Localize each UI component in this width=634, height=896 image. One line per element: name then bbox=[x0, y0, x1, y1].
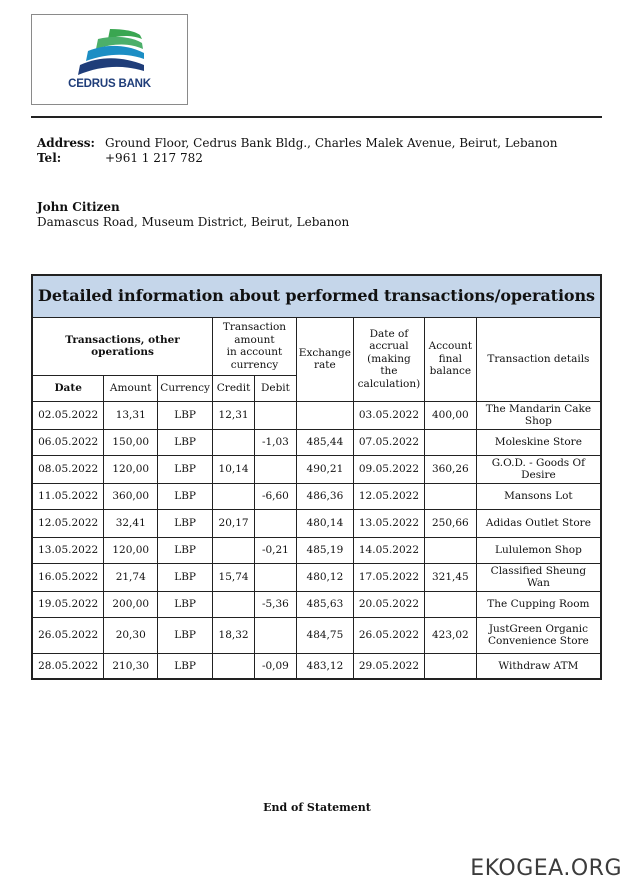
table-row bbox=[32, 455, 601, 483]
accrual-date-cell: 14.05.2022 bbox=[353, 537, 424, 563]
header-transactions: Transactions, other operations bbox=[32, 317, 213, 375]
credit-cell bbox=[213, 591, 255, 617]
details-cell: G.O.D. - Goods Of Desire bbox=[476, 455, 601, 483]
date-cell: 19.05.2022 bbox=[32, 591, 104, 617]
currency-cell: LBP bbox=[158, 401, 213, 429]
customer-block bbox=[37, 200, 349, 230]
accrual-date-cell: 26.05.2022 bbox=[353, 617, 424, 653]
accrual-date-cell: 17.05.2022 bbox=[353, 563, 424, 591]
watermark: EKOGEA.ORG bbox=[470, 856, 622, 881]
balance-cell bbox=[424, 429, 476, 455]
header-credit: Credit bbox=[213, 375, 255, 401]
amount-cell: 32,41 bbox=[104, 509, 158, 537]
transactions-table bbox=[31, 274, 602, 680]
header-amount: Amount bbox=[104, 375, 158, 401]
exchange-rate-cell: 483,12 bbox=[296, 653, 353, 679]
amount-cell: 210,30 bbox=[104, 653, 158, 679]
cedrus-wave-icon bbox=[72, 25, 152, 81]
debit-cell: -5,36 bbox=[255, 591, 297, 617]
debit-cell bbox=[255, 401, 297, 429]
table-row bbox=[32, 563, 601, 591]
amount-cell: 20,30 bbox=[104, 617, 158, 653]
accrual-date-cell: 13.05.2022 bbox=[353, 509, 424, 537]
bank-name: CEDRUS BANK bbox=[68, 78, 151, 90]
balance-cell bbox=[424, 537, 476, 563]
balance-cell bbox=[424, 591, 476, 617]
currency-cell: LBP bbox=[158, 429, 213, 455]
table-row bbox=[32, 401, 601, 429]
credit-cell bbox=[213, 537, 255, 563]
bank-logo bbox=[31, 14, 188, 105]
amount-cell: 200,00 bbox=[104, 591, 158, 617]
details-cell: JustGreen Organic Convenience Store bbox=[476, 617, 601, 653]
date-cell: 26.05.2022 bbox=[32, 617, 104, 653]
exchange-rate-cell: 484,75 bbox=[296, 617, 353, 653]
credit-cell: 18,32 bbox=[213, 617, 255, 653]
currency-cell: LBP bbox=[158, 537, 213, 563]
currency-cell: LBP bbox=[158, 563, 213, 591]
details-cell: Mansons Lot bbox=[476, 483, 601, 509]
end-of-statement: End of Statement bbox=[263, 801, 371, 814]
date-cell: 11.05.2022 bbox=[32, 483, 104, 509]
date-cell: 02.05.2022 bbox=[32, 401, 104, 429]
header-tx-amount: Transaction amount in account currency bbox=[213, 317, 297, 375]
accrual-date-cell: 12.05.2022 bbox=[353, 483, 424, 509]
header-accrual-date: Date of accrual (making the calculation) bbox=[353, 317, 424, 401]
header-final-balance: Account final balance bbox=[424, 317, 476, 401]
bank-contact bbox=[37, 136, 558, 166]
balance-cell: 250,66 bbox=[424, 509, 476, 537]
tel-label: Tel: bbox=[37, 151, 62, 165]
currency-cell: LBP bbox=[158, 591, 213, 617]
balance-cell bbox=[424, 483, 476, 509]
table-row bbox=[32, 653, 601, 679]
header-details: Transaction details bbox=[476, 317, 601, 401]
balance-cell bbox=[424, 653, 476, 679]
details-cell: Classified Sheung Wan bbox=[476, 563, 601, 591]
header-divider bbox=[31, 116, 602, 118]
debit-cell bbox=[255, 509, 297, 537]
exchange-rate-cell: 480,14 bbox=[296, 509, 353, 537]
balance-cell: 360,26 bbox=[424, 455, 476, 483]
table-row bbox=[32, 509, 601, 537]
amount-cell: 150,00 bbox=[104, 429, 158, 455]
credit-cell bbox=[213, 429, 255, 455]
currency-cell: LBP bbox=[158, 653, 213, 679]
credit-cell bbox=[213, 653, 255, 679]
accrual-date-cell: 20.05.2022 bbox=[353, 591, 424, 617]
debit-cell: -6,60 bbox=[255, 483, 297, 509]
header-exchange-rate: Exchange rate bbox=[296, 317, 353, 401]
credit-cell: 12,31 bbox=[213, 401, 255, 429]
details-cell: Lululemon Shop bbox=[476, 537, 601, 563]
accrual-date-cell: 07.05.2022 bbox=[353, 429, 424, 455]
bank-phone: +961 1 217 782 bbox=[105, 151, 203, 165]
details-cell: The Mandarin Cake Shop bbox=[476, 401, 601, 429]
date-cell: 16.05.2022 bbox=[32, 563, 104, 591]
exchange-rate-cell: 486,36 bbox=[296, 483, 353, 509]
header-currency: Currency bbox=[158, 375, 213, 401]
details-cell: Moleskine Store bbox=[476, 429, 601, 455]
accrual-date-cell: 09.05.2022 bbox=[353, 455, 424, 483]
amount-cell: 360,00 bbox=[104, 483, 158, 509]
table-row bbox=[32, 591, 601, 617]
exchange-rate-cell: 480,12 bbox=[296, 563, 353, 591]
currency-cell: LBP bbox=[158, 617, 213, 653]
debit-cell: -0,09 bbox=[255, 653, 297, 679]
table-row bbox=[32, 617, 601, 653]
date-cell: 06.05.2022 bbox=[32, 429, 104, 455]
credit-cell: 15,74 bbox=[213, 563, 255, 591]
exchange-rate-cell: 485,44 bbox=[296, 429, 353, 455]
balance-cell: 400,00 bbox=[424, 401, 476, 429]
header-date: Date bbox=[32, 375, 104, 401]
details-cell: Adidas Outlet Store bbox=[476, 509, 601, 537]
table-title: Detailed information about performed transactions/operations bbox=[32, 275, 601, 317]
customer-name: John Citizen bbox=[37, 200, 120, 214]
details-cell: The Cupping Room bbox=[476, 591, 601, 617]
exchange-rate-cell: 490,21 bbox=[296, 455, 353, 483]
exchange-rate-cell: 485,63 bbox=[296, 591, 353, 617]
bank-address: Ground Floor, Cedrus Bank Bldg., Charles Malek Avenue, Beirut, Lebanon bbox=[105, 136, 558, 150]
transactions-body bbox=[32, 401, 601, 679]
amount-cell: 120,00 bbox=[104, 537, 158, 563]
amount-cell: 13,31 bbox=[104, 401, 158, 429]
currency-cell: LBP bbox=[158, 509, 213, 537]
debit-cell: -0,21 bbox=[255, 537, 297, 563]
date-cell: 13.05.2022 bbox=[32, 537, 104, 563]
amount-cell: 21,74 bbox=[104, 563, 158, 591]
date-cell: 12.05.2022 bbox=[32, 509, 104, 537]
table-row bbox=[32, 537, 601, 563]
debit-cell: -1,03 bbox=[255, 429, 297, 455]
debit-cell bbox=[255, 617, 297, 653]
customer-address: Damascus Road, Museum District, Beirut, Lebanon bbox=[37, 215, 350, 229]
exchange-rate-cell bbox=[296, 401, 353, 429]
debit-cell bbox=[255, 563, 297, 591]
currency-cell: LBP bbox=[158, 455, 213, 483]
details-cell: Withdraw ATM bbox=[476, 653, 601, 679]
accrual-date-cell: 03.05.2022 bbox=[353, 401, 424, 429]
balance-cell: 423,02 bbox=[424, 617, 476, 653]
accrual-date-cell: 29.05.2022 bbox=[353, 653, 424, 679]
date-cell: 08.05.2022 bbox=[32, 455, 104, 483]
amount-cell: 120,00 bbox=[104, 455, 158, 483]
header-debit: Debit bbox=[255, 375, 297, 401]
credit-cell: 10,14 bbox=[213, 455, 255, 483]
credit-cell: 20,17 bbox=[213, 509, 255, 537]
balance-cell: 321,45 bbox=[424, 563, 476, 591]
currency-cell: LBP bbox=[158, 483, 213, 509]
exchange-rate-cell: 485,19 bbox=[296, 537, 353, 563]
table-row bbox=[32, 429, 601, 455]
address-label: Address: bbox=[37, 136, 95, 150]
date-cell: 28.05.2022 bbox=[32, 653, 104, 679]
credit-cell bbox=[213, 483, 255, 509]
table-row bbox=[32, 483, 601, 509]
debit-cell bbox=[255, 455, 297, 483]
